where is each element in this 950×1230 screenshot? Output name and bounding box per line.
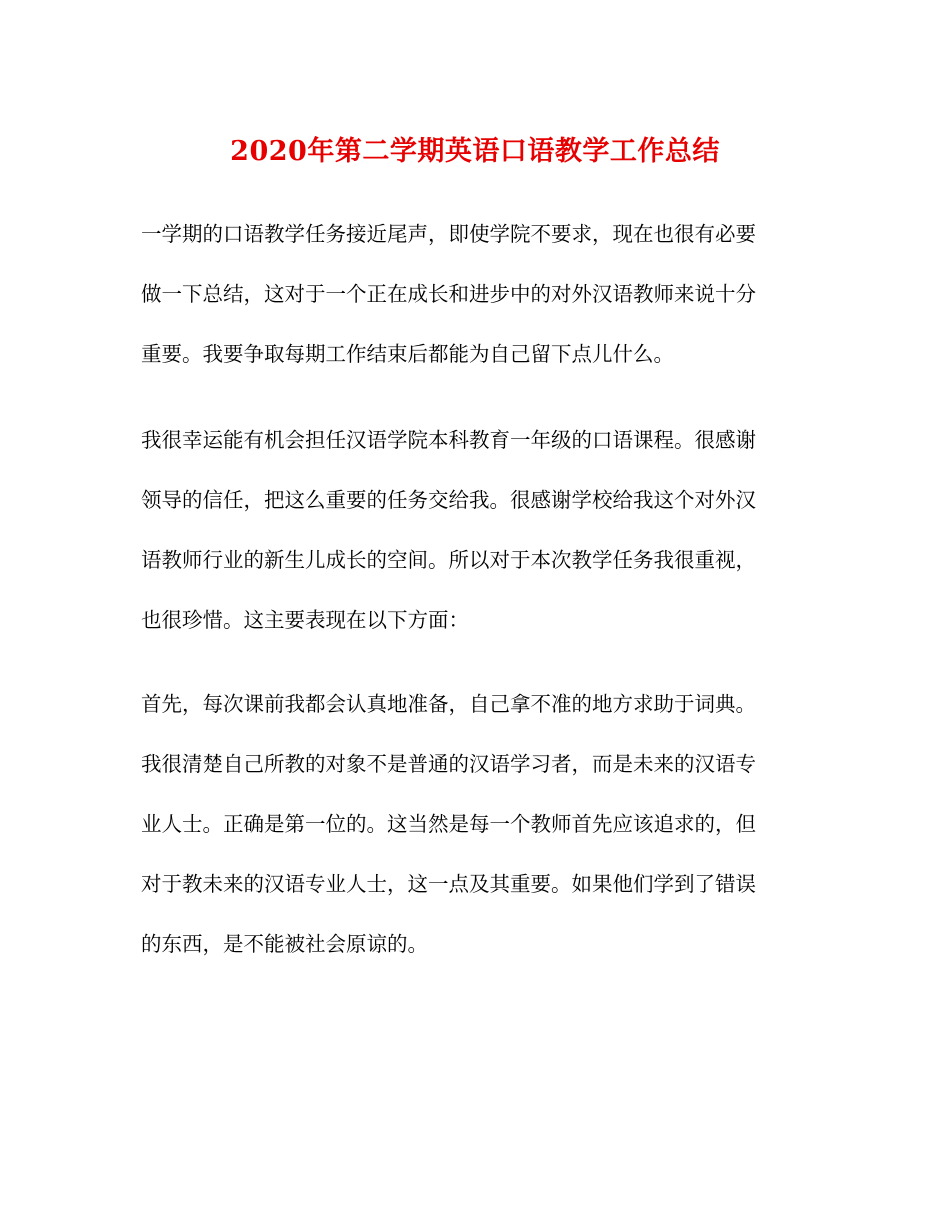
- paragraph-line: 我很幸运能有机会担任汉语学院本科教育一年级的口语课程。很感谢: [141, 428, 756, 452]
- paragraph-line: 首先，每次课前我都会认真地准备，自己拿不准的地方求助于词典。: [141, 692, 756, 716]
- paragraph-1: [141, 212, 801, 376]
- paragraph-2: [141, 418, 801, 642]
- paragraph-3: [141, 682, 801, 966]
- paragraph-line: 的东西，是不能被社会原谅的。: [141, 932, 428, 956]
- paragraph-line: 也很珍惜。这主要表现在以下方面：: [141, 608, 469, 632]
- paragraph-line: 业人士。正确是第一位的。这当然是每一个教师首先应该追求的，但: [141, 812, 756, 836]
- paragraph-line: 一学期的口语教学任务接近尾声，即使学院不要求，现在也很有必要: [141, 222, 756, 246]
- paragraph-line: 对于教未来的汉语专业人士，这一点及其重要。如果他们学到了错误: [141, 872, 756, 896]
- paragraph-line: 领导的信任，把这么重要的任务交给我。很感谢学校给我这个对外汉: [141, 488, 756, 512]
- paragraph-line: 做一下总结，这对于一个正在成长和进步中的对外汉语教师来说十分: [141, 282, 756, 306]
- paragraph-line: 语教师行业的新生儿成长的空间。所以对于本次教学任务我很重视，: [141, 548, 756, 572]
- document-title: 2020年第二学期英语口语教学工作总结: [230, 136, 720, 167]
- paragraph-line: 我很清楚自己所教的对象不是普通的汉语学习者，而是未来的汉语专: [141, 752, 756, 776]
- paragraph-line: 重要。我要争取每期工作结束后都能为自己留下点儿什么。: [141, 342, 674, 366]
